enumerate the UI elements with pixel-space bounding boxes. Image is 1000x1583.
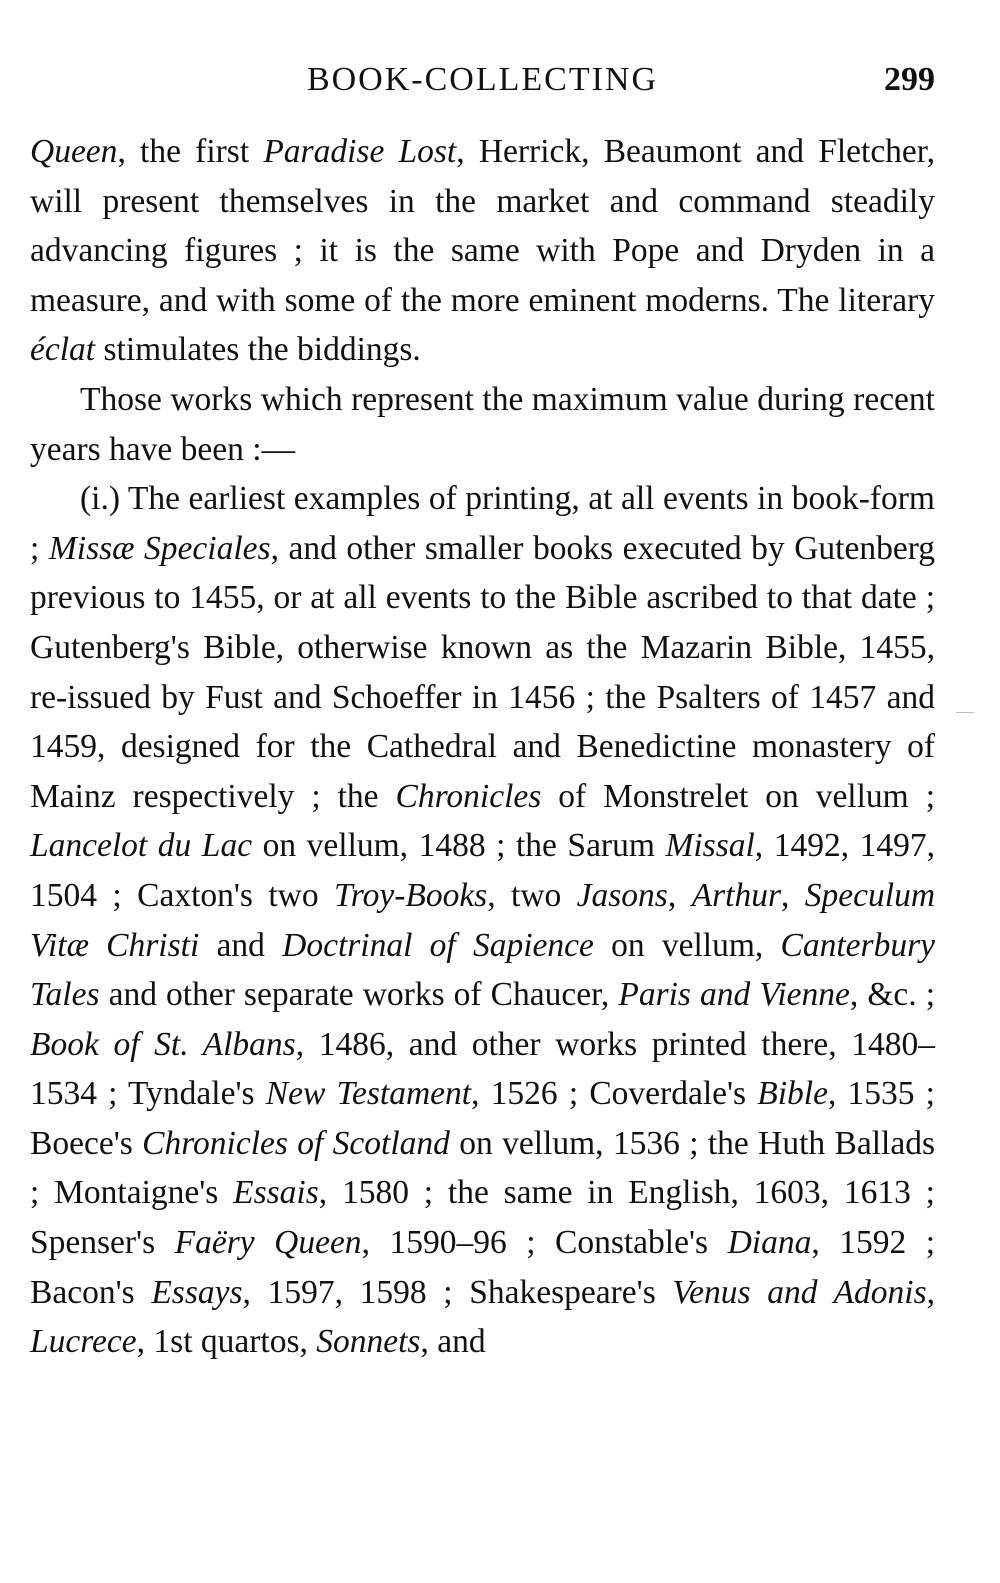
page-number: 299	[884, 61, 935, 98]
text-run: , 1492, 1497, 1504 ; Caxton's two	[30, 827, 935, 914]
paragraph	[30, 474, 935, 1367]
text-run: , &c. ;	[849, 976, 936, 1014]
italic-text: Paradise Lost	[263, 133, 457, 170]
italic-text: Missal	[665, 827, 755, 865]
italic-text: Sonnets	[316, 1323, 421, 1361]
italic-text: New Testament	[265, 1075, 472, 1113]
text-run: Those works which represent the maximum value during recent years have been :—	[30, 380, 935, 468]
italic-text: Faëry Queen	[174, 1224, 362, 1262]
text-run: , 1535 ; Boece's	[30, 1075, 935, 1162]
running-head: BOOK-COLLECTING	[306, 61, 659, 98]
italic-text: Queen	[30, 133, 118, 170]
text-run: on vellum, 1536 ; the Huth Ballads ; Montaigne's	[30, 1124, 935, 1212]
text-run: of Monstrelet on vellum ;	[541, 777, 935, 815]
italic-text: Diana	[727, 1224, 812, 1262]
text-run: , 1597, 1598 ; Shakespeare's	[242, 1273, 673, 1311]
italic-text: Arthur	[691, 876, 781, 914]
text-run: on vellum,	[593, 926, 781, 964]
italic-text: Missæ Speciales	[48, 529, 271, 567]
italic-text: Doctrinal of Sapience	[282, 926, 594, 964]
italic-text: Essais	[233, 1174, 319, 1212]
text-run: and other separate works of Chaucer,	[99, 976, 619, 1014]
paragraph	[30, 127, 935, 375]
italic-text: Venus and Adonis	[672, 1273, 927, 1311]
text-run: , 1580 ; the same in English, 1603, 1613 ; Spenser's	[30, 1174, 935, 1262]
italic-text: Lucrece	[30, 1323, 137, 1361]
text-run: on vellum, 1488 ; the Sarum	[252, 827, 666, 865]
text-run: , and other smaller books executed by Gutenberg previous to 1455, or at all events to the Bible ascribed to that date ; Gutenberg's Bible, otherwise known as the Mazarin Bible, 1455, re-issued by Fust and Schoeffer in 1456 ; the Psalters of 1457 and 1459, designed for the Cathedral and Benedictine monastery of Mainz respectively ; the	[30, 529, 936, 815]
paragraph	[30, 375, 935, 474]
text-run: (i.) The earliest examples of printing, at all events in book-form ;	[30, 480, 935, 567]
text-run: and	[199, 926, 283, 964]
italic-text: Jasons	[576, 876, 668, 914]
italic-text: Chronicles	[395, 777, 542, 815]
text-run: , 1526 ; Coverdale's	[471, 1075, 758, 1113]
italic-text: Paris and Vienne	[618, 976, 850, 1014]
italic-text: Essays	[151, 1273, 243, 1311]
italic-text: Lancelot du Lac	[30, 827, 253, 865]
text-run: , Herrick, Beaumont and Fletcher, will present themselves in the market and command steadily advancing figures ; it is the same with Pope and Dryden in a measure, and with some of the more eminent moderns. The literary	[30, 133, 935, 319]
book-page	[30, 55, 935, 1367]
italic-text: Book of St. Albans	[30, 1025, 296, 1063]
italic-text: Chronicles of Scotland	[142, 1124, 450, 1162]
margin-mark	[956, 712, 974, 713]
italic-text: Troy-Books	[334, 876, 488, 914]
body-text	[30, 127, 935, 1367]
text-run: ,	[781, 876, 805, 914]
text-run: ,	[926, 1273, 935, 1311]
text-run: ,	[667, 876, 692, 914]
text-run: , 1486, and other works printed there, 1480–1534 ; Tyndale's	[30, 1025, 935, 1113]
text-run: stimulates the biddings.	[95, 331, 421, 369]
page-header	[30, 55, 935, 105]
text-run: , the first	[117, 133, 264, 170]
text-run: , 1592 ; Bacon's	[30, 1224, 935, 1311]
italic-text: Canterbury Tales	[30, 926, 935, 1014]
text-run: , 1st quartos,	[136, 1323, 317, 1361]
text-run: , and	[420, 1323, 486, 1361]
italic-text: éclat	[30, 331, 96, 369]
italic-text: Speculum Vitæ Christi	[30, 876, 936, 964]
text-run: , two	[487, 876, 577, 914]
italic-text: Bible	[757, 1075, 828, 1113]
text-run: , 1590–96 ; Constable's	[361, 1224, 728, 1262]
